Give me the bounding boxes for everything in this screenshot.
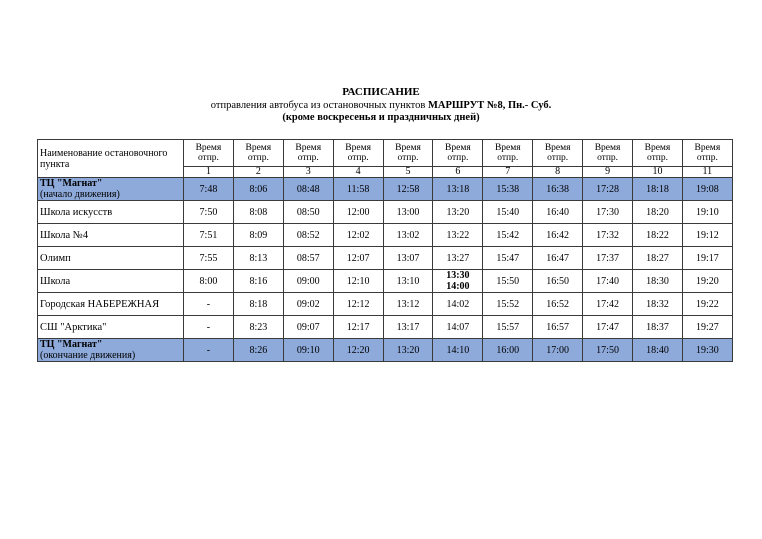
- departure-time: 16:52: [533, 293, 583, 316]
- departure-time: -: [184, 293, 234, 316]
- departure-time: 12:20: [333, 339, 383, 362]
- departure-time: 12:07: [333, 247, 383, 270]
- departure-time: 7:48: [184, 178, 234, 201]
- departure-time: 15:38: [483, 178, 533, 201]
- stop-name-primary: ТЦ "Магнат": [40, 178, 103, 189]
- time-header-label: Время: [295, 143, 322, 153]
- departure-time: 8:09: [233, 224, 283, 247]
- departure-time: 16:57: [533, 316, 583, 339]
- departure-time: 17:28: [583, 178, 633, 201]
- column-header-time: [483, 140, 533, 167]
- table-row: [38, 224, 733, 247]
- departure-time: 13:27: [433, 247, 483, 270]
- departure-time: 19:27: [682, 316, 732, 339]
- departure-time: 19:08: [682, 178, 732, 201]
- column-header-time: [682, 140, 732, 167]
- departure-time: 14:10: [433, 339, 483, 362]
- departure-time: 08:57: [283, 247, 333, 270]
- departure-time: 15:47: [483, 247, 533, 270]
- departure-time: 13:20: [433, 201, 483, 224]
- column-number: 5: [383, 167, 433, 178]
- departure-time: 08:50: [283, 201, 333, 224]
- departure-time: 09:10: [283, 339, 333, 362]
- departure-time: 12:17: [333, 316, 383, 339]
- departure-time: 12:02: [333, 224, 383, 247]
- schedule-note: (кроме воскресенья и праздничных дней): [282, 112, 480, 123]
- column-number: 6: [433, 167, 483, 178]
- departure-time: 7:51: [184, 224, 234, 247]
- departure-time: 16:50: [533, 270, 583, 293]
- departure-time: 18:18: [633, 178, 683, 201]
- departure-time: 17:42: [583, 293, 633, 316]
- subtitle-plain: отправления автобуса из остановочных пунктов: [210, 100, 428, 111]
- time-header-label: Время: [594, 143, 621, 153]
- departure-time: 17:50: [583, 339, 633, 362]
- departure-time: 15:42: [483, 224, 533, 247]
- column-number: 8: [533, 167, 583, 178]
- stop-name-primary: ТЦ "Магнат": [40, 339, 103, 350]
- time-header-sublabel: отпр.: [447, 153, 469, 163]
- stop-name: Школа: [38, 270, 184, 293]
- departure-time: 13:00: [383, 201, 433, 224]
- departure-time: 13:07: [383, 247, 433, 270]
- column-header-time: [233, 140, 283, 167]
- departure-time: 12:58: [383, 178, 433, 201]
- departure-time: 17:32: [583, 224, 633, 247]
- departure-time: 13:18: [433, 178, 483, 201]
- departure-time: 16:38: [533, 178, 583, 201]
- departure-time: 13:22: [433, 224, 483, 247]
- column-number: 10: [633, 167, 683, 178]
- column-number: 4: [333, 167, 383, 178]
- column-header-time: [433, 140, 483, 167]
- stop-name-note: (окончание движения): [40, 350, 136, 361]
- departure-time: 16:00: [483, 339, 533, 362]
- departure-time: 09:02: [283, 293, 333, 316]
- column-header-time: [283, 140, 333, 167]
- departure-time: 8:23: [233, 316, 283, 339]
- column-header-time: [333, 140, 383, 167]
- time-header-sublabel: отпр.: [197, 153, 219, 163]
- table-row: [38, 270, 733, 293]
- departure-time: 7:55: [184, 247, 234, 270]
- column-number: 2: [233, 167, 283, 178]
- time-header-sublabel: отпр.: [646, 153, 668, 163]
- column-number: 11: [682, 167, 732, 178]
- time-header-label: Время: [245, 143, 272, 153]
- time-header-label: Время: [644, 143, 671, 153]
- column-header-time: [533, 140, 583, 167]
- stop-name: Городская НАБЕРЕЖНАЯ: [38, 293, 184, 316]
- departure-time-part: 14:00: [446, 281, 470, 292]
- departure-time: 17:30: [583, 201, 633, 224]
- column-header-stop-name: Наименование остановочного пункта: [38, 140, 184, 178]
- time-header-label: Время: [345, 143, 371, 153]
- column-number: 1: [184, 167, 234, 178]
- departure-time: 18:30: [633, 270, 683, 293]
- departure-time: 19:30: [682, 339, 732, 362]
- departure-time: 18:22: [633, 224, 683, 247]
- time-header-label: Время: [694, 143, 721, 153]
- departure-time: 14:02: [433, 293, 483, 316]
- departure-time: 16:47: [533, 247, 583, 270]
- departure-time: 14:07: [433, 316, 483, 339]
- stop-name: СШ "Арктика": [38, 316, 184, 339]
- departure-time: 08:52: [283, 224, 333, 247]
- departure-time: 18:20: [633, 201, 683, 224]
- time-header-sublabel: отпр.: [397, 153, 419, 163]
- departure-time: 17:40: [583, 270, 633, 293]
- column-header-time: [583, 140, 633, 167]
- departure-time: 11:58: [333, 178, 383, 201]
- departure-time: 17:47: [583, 316, 633, 339]
- departure-time: 17:00: [533, 339, 583, 362]
- departure-time: 15:40: [483, 201, 533, 224]
- table-row: [38, 316, 733, 339]
- departure-time-part: 13:30: [446, 270, 470, 281]
- column-number: 3: [283, 167, 333, 178]
- departure-time: 8:08: [233, 201, 283, 224]
- column-header-time: [383, 140, 433, 167]
- column-number: 7: [483, 167, 533, 178]
- departure-time: 15:52: [483, 293, 533, 316]
- departure-time: 12:10: [333, 270, 383, 293]
- departure-time: -: [184, 339, 234, 362]
- departure-time: 8:16: [233, 270, 283, 293]
- subtitle-route: МАРШРУТ №8, Пн.- Суб.: [427, 100, 552, 111]
- timetable: [37, 139, 733, 362]
- departure-time: 18:37: [633, 316, 683, 339]
- schedule-title: РАСПИСАНИЕ: [342, 86, 420, 98]
- departure-time: 17:37: [583, 247, 633, 270]
- departure-time: 19:12: [682, 224, 732, 247]
- departure-time: 8:06: [233, 178, 283, 201]
- stop-name: [38, 178, 184, 201]
- time-header-label: Время: [395, 143, 421, 153]
- departure-time: 8:26: [233, 339, 283, 362]
- time-header-label: Время: [544, 143, 571, 153]
- stop-name-note: (начало движения): [40, 189, 120, 200]
- departure-time: -: [184, 316, 234, 339]
- table-row: [38, 201, 733, 224]
- departure-time: 8:18: [233, 293, 283, 316]
- time-header-sublabel: отпр.: [597, 153, 619, 163]
- stop-name: [38, 339, 184, 362]
- departure-time: 7:50: [184, 201, 234, 224]
- departure-time: 13:12: [383, 293, 433, 316]
- time-header-label: Время: [445, 143, 471, 153]
- time-header-sublabel: отпр.: [696, 153, 718, 163]
- table-row: [38, 293, 733, 316]
- time-header-sublabel: отпр.: [247, 153, 269, 163]
- departure-time: 08:48: [283, 178, 333, 201]
- departure-time: 16:40: [533, 201, 583, 224]
- departure-time: 8:00: [184, 270, 234, 293]
- table-row: [38, 178, 733, 201]
- departure-time: 18:27: [633, 247, 683, 270]
- time-header-sublabel: отпр.: [297, 153, 319, 163]
- departure-time: [433, 270, 483, 293]
- stop-name: Школа искусств: [38, 201, 184, 224]
- table-row: [38, 247, 733, 270]
- time-header-label: Время: [494, 143, 521, 153]
- departure-time: 8:13: [233, 247, 283, 270]
- departure-time: 12:00: [333, 201, 383, 224]
- departure-time: 18:40: [633, 339, 683, 362]
- time-header-sublabel: отпр.: [547, 153, 569, 163]
- departure-time: 19:17: [682, 247, 732, 270]
- departure-time: 18:32: [633, 293, 683, 316]
- departure-time: 13:17: [383, 316, 433, 339]
- departure-time: 15:50: [483, 270, 533, 293]
- departure-time: 13:10: [383, 270, 433, 293]
- column-header-time: [184, 140, 234, 167]
- departure-time: 13:20: [383, 339, 433, 362]
- time-header-sublabel: отпр.: [347, 153, 369, 163]
- departure-time: 13:02: [383, 224, 433, 247]
- departure-time: 15:57: [483, 316, 533, 339]
- table-row: [38, 339, 733, 362]
- departure-time: 19:22: [682, 293, 732, 316]
- time-header-sublabel: отпр.: [497, 153, 519, 163]
- column-number: 9: [583, 167, 633, 178]
- departure-time: 16:42: [533, 224, 583, 247]
- stop-name: Олимп: [38, 247, 184, 270]
- column-header-time: [633, 140, 683, 167]
- time-header-label: Время: [195, 143, 222, 153]
- departure-time: 12:12: [333, 293, 383, 316]
- stop-name: Школа №4: [38, 224, 184, 247]
- departure-time: 09:00: [283, 270, 333, 293]
- departure-time: 09:07: [283, 316, 333, 339]
- departure-time: 19:20: [682, 270, 732, 293]
- departure-time: 19:10: [682, 201, 732, 224]
